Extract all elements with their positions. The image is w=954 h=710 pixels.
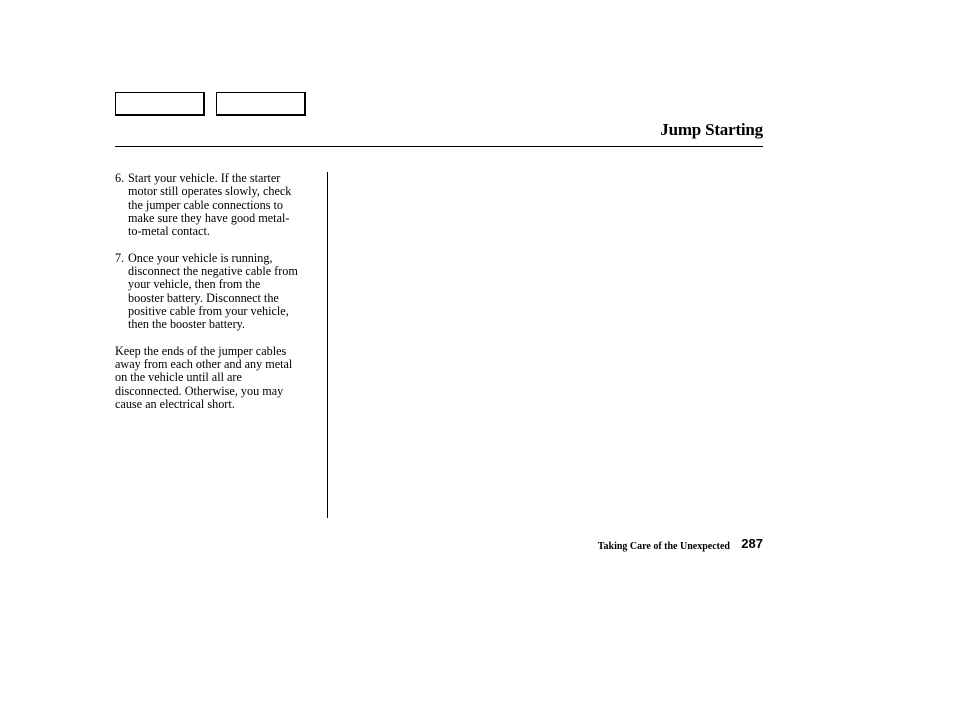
step-line: booster battery. Disconnect the <box>128 290 279 305</box>
step-line: to-metal contact. <box>128 224 210 239</box>
step-item <box>115 252 323 332</box>
step-item <box>115 172 323 238</box>
nav-button-index[interactable] <box>216 92 306 116</box>
note-paragraph <box>115 345 323 411</box>
nav-button-contents[interactable] <box>115 92 205 116</box>
step-number: 7. <box>115 250 125 265</box>
step-line: make sure they have good metal- <box>128 210 290 225</box>
page-number: 287 <box>741 536 763 551</box>
step-line: disconnect the negative cable from <box>128 264 298 279</box>
step-line: Once your vehicle is running, <box>128 250 273 265</box>
column-divider <box>327 172 328 518</box>
step-line: Start your vehicle. If the starter <box>128 171 281 185</box>
note-line: on the vehicle until all are <box>115 370 242 385</box>
step-number: 6. <box>115 171 125 185</box>
note-line: cause an electrical short. <box>115 397 235 412</box>
page-title: Jump Starting <box>660 120 763 139</box>
note-line: disconnected. Otherwise, you may <box>115 383 284 398</box>
note-line: Keep the ends of the jumper cables <box>115 343 287 358</box>
step-line: positive cable from your vehicle, <box>128 303 289 318</box>
title-rule <box>115 146 763 147</box>
step-line: your vehicle, then from the <box>128 277 261 292</box>
note-line: away from each other and any metal <box>115 357 293 372</box>
step-line: motor still operates slowly, check <box>128 184 292 199</box>
step-line: the jumper cable connections to <box>128 197 283 212</box>
step-line: then the booster battery. <box>128 317 245 332</box>
content-column <box>115 172 323 411</box>
footer-section-name: Taking Care of the Unexpected <box>597 541 730 552</box>
